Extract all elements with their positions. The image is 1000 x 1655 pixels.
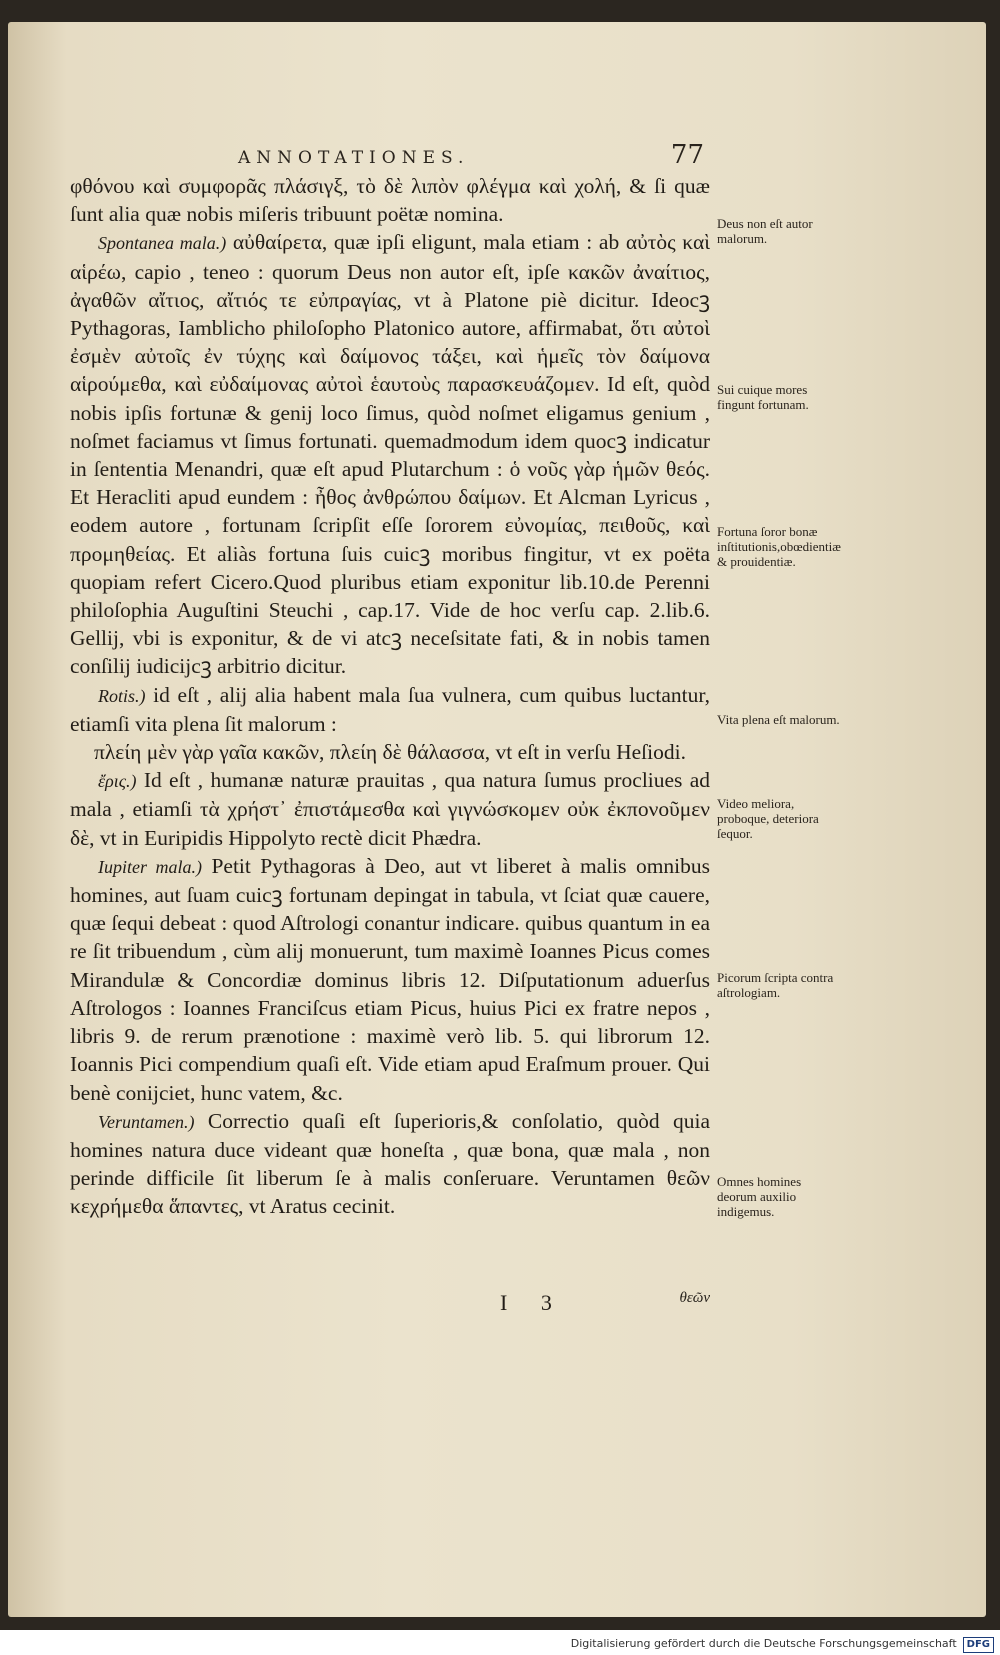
attribution-text: Digitalisierung gefördert durch die Deutsche Forschungsgemeinschaft	[570, 1637, 957, 1650]
paragraph	[70, 228, 710, 680]
marginal-note: Sui cuique mores fingunt fortunam.	[717, 382, 809, 412]
paragraph	[70, 681, 710, 738]
paragraph	[70, 766, 710, 852]
running-title: ANNOTATIONES.	[238, 148, 470, 168]
page-number: 77	[670, 140, 704, 170]
page-footer	[70, 1290, 710, 1320]
paragraph-text: Petit Pythagoras à Deo, aut vt liberet à malis omnibus homines, aut ſuam cuicꝫ fortunam depingat in tabula, vt ſciat quæ cauere, quæ ſequi debeat : quod Aſtrologi conantur indicare. quibus quantum in ea re ſit tribuendum , cùm alij monuerunt, tum maximè Ioannes Picus comes Mirandulæ & Concordiæ dominus libris 12. Diſputationum aduerſus Aſtrologos : Ioannes Franciſcus etiam Picus, huius Pici ex fratre nepos , libris 9. de rerum prænotione : maximè verò lib. 5. qui librorum 12. Ioannis Pici compendium quaſi eſt. Vide etiam apud Eraſmum prouer. Qui benè conijciet, hunc vatem, &c.	[70, 853, 711, 1105]
paragraph-text: αὐθαίρετα, quæ ipſi eligunt, mala etiam : ab αὐτὸς καὶ αἱρέω, capio , teneo : quorum Deus non autor eſt, ipſe κακῶν ἀναίτιος, ἀγαθῶν αἴτιος, αἴτιός τε εὐπραγίας, vt à Platone piè dicitur. Ideocꝫ Pythagoras, Iamblicho philoſopho Platonico autore, affirmabat, ὅτι αὐτοὶ ἐσμὲν αὐτοῖς ἐν τύχης καὶ δαίμονος τάξει, καὶ ἡμεῖς τὸν δαίμονα αἱρούμεθα, καὶ εὐδαίμονας αὐτοὶ ἑαυτοὺς παρασκευάζομεν. Id eſt, quòd nobis ipſis fortunæ & genij loco ſimus, quòd noſmet eligamus genium , noſmet faciamus vt ſimus fortunati. quemadmodum idem quocꝫ indicatur in ſententia Menandri, quæ eſt apud Plutarchum : ὁ νοῦς γὰρ ἡμῶν θεός. Et Heracliti apud eundem : ἦθος ἀνθρώπου δαίμων. Et Alcman Lyricus , eodem autore , fortunam ſcripſit eſſe ſororem εὐνομίας, πειθοῦς, καὶ προμηθείας. Et aliàs fortuna ſuis cuicꝫ moribus fingitur, vt ex poëta quopiam refert Cicero.Quod pluribus etiam exponitur lib.10.de Perenni philoſophia Auguſtini Steuchi , cap.17. Vide de hoc verſu cap. 2.lib.6. Gellij, vbi is exponitur, & de vi atcꝫ neceſsitate fati, & in nobis tamen conſilij iudicijcꝫ arbitrio dicitur.	[70, 230, 711, 679]
paragraph-text: φθόνου καὶ συμφορᾶς πλάσιγξ, τὸ δὲ λιπὸν φλέγμα καὶ χολή, & ſi quæ ſunt alia quæ nobis miſeris tribuunt poëtæ nomina.	[70, 174, 710, 227]
paragraph-text: Correctio quaſi eſt ſuperioris,& conſolatio, quòd quia homines natura duce videant quæ honeſta , quæ bona, quæ mala , non perinde difficile ſit liberum ſe à malis conſeruare. Veruntamen θεῶν κεχρήμεθα ἅπαντες, vt Aratus cecinit.	[70, 1108, 711, 1219]
paragraph-text: Id eſt , humanæ naturæ prauitas , qua natura ſumus procliues ad mala , etiamſi τὰ χρήστ᾽ ἐπιστάμεσθα καὶ γιγνώσκομεν οὐκ ἐκπονοῦμεν δὲ, vt in Euripidis Hippolyto rectè dicit Phædra.	[70, 768, 711, 850]
paragraph	[70, 852, 710, 1107]
catchword: θεῶν	[679, 1290, 710, 1306]
paragraph-text: πλείη μὲν γὰρ γαῖα κακῶν, πλείη δὲ θάλασσα, vt eſt in verſu Heſiodi.	[94, 740, 686, 765]
attribution-bar	[0, 1633, 1000, 1655]
paragraph-text: id eſt , alij alia habent mala ſua vulnera, cum quibus luctantur, etiamſi vita plena ſit malorum :	[70, 682, 711, 736]
paragraph	[70, 172, 710, 228]
verse-quotation	[70, 738, 710, 766]
lemma: ἔρις.)	[98, 771, 137, 792]
main-text-column	[70, 172, 710, 1221]
marginal-note: Omnes homines deorum auxilio indigemus.	[717, 1174, 802, 1219]
paragraph	[70, 1107, 710, 1221]
lemma: Iupiter mala.)	[98, 856, 203, 877]
marginal-note: Picorum ſcripta contra aſtrologiam.	[717, 970, 834, 1000]
dfg-logo: DFG	[963, 1637, 994, 1653]
book-page	[8, 22, 986, 1617]
marginal-note: Video meliora, proboque, deteriora ſequor.	[717, 796, 819, 841]
lemma: Rotis.)	[98, 685, 146, 706]
running-head	[238, 140, 704, 170]
marginal-note: Vita plena eſt malorum.	[717, 712, 840, 727]
lemma: Veruntamen.)	[98, 1111, 195, 1132]
signature-mark: I 3	[500, 1290, 566, 1315]
lemma: Spontanea mala.)	[98, 233, 227, 254]
marginal-note: Deus non eſt autor malorum.	[717, 216, 813, 246]
marginal-note: Fortuna ſoror bonæ inſtitutionis,obœdientiæ & prouidentiæ.	[717, 524, 841, 569]
